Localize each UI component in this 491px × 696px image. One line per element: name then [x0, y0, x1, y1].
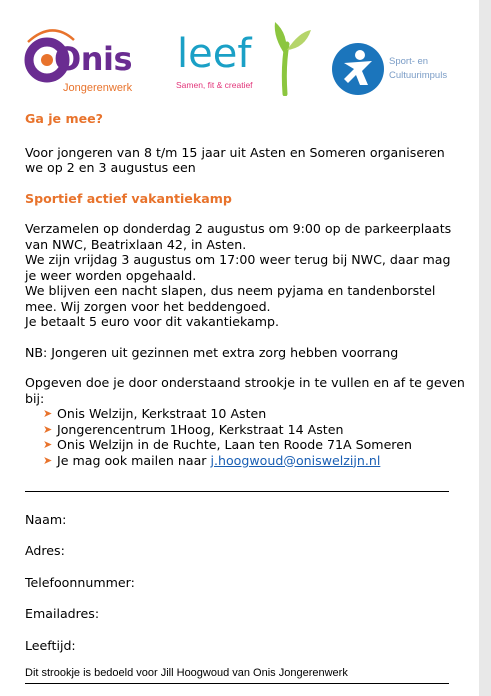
sport-logo-line2: Cultuurimpuls: [389, 70, 448, 81]
form-field-age: Leeftijd:: [25, 638, 76, 653]
onis-logo-subtitle: Jongerenwerk: [63, 82, 133, 94]
document-body: [25, 111, 465, 468]
camp-line-meeting: Verzamelen op donderdag 2 augustus om 9:00 op de parkeerplaats van NWC, Beatrixlaan 42, in Asten.: [25, 221, 452, 252]
leef-sprout-icon: [255, 16, 315, 96]
sport-logo-line1: Sport- en: [389, 56, 429, 67]
leef-logo-word: leef: [177, 31, 252, 77]
arrow-bullet-icon: ➤: [43, 422, 53, 436]
page-edge: [479, 0, 491, 696]
email-link[interactable]: j.hoogwoud@oniswelzijn.nl: [210, 452, 381, 468]
priority-note: NB: Jongeren uit gezinnen met extra zorg hebben voorrang: [25, 344, 399, 360]
camp-line-return: We zijn vrijdag 3 augustus om 17:00 weer terug bij NWC, daar mag je weer worden opgehaald.: [25, 252, 451, 283]
list-item: ➤ Je mag ook mailen naar j.hoogwoud@oniswelzijn.nl: [43, 452, 381, 468]
arrow-bullet-icon: ➤: [43, 453, 53, 467]
arrow-bullet-icon: ➤: [43, 407, 53, 420]
list-item: ➤ Jongerencentrum 1Hoog, Kerkstraat 14 Asten: [43, 421, 344, 437]
camp-heading: Sportief actief vakantiekamp: [25, 190, 232, 206]
intro-heading: Ga je mee?: [25, 111, 103, 126]
camp-line-cost: Je betaalt 5 euro voor dit vakantiekamp.: [25, 314, 280, 329]
camp-line-overnight: We blijven een nacht slapen, dus neem pyjama en tandenborstel mee. Wij zorgen voor het beddengoed.: [25, 283, 436, 314]
leef-logo-subtitle: Samen, fit & creatief: [176, 80, 253, 90]
sport-cultuur-logo-text: [389, 55, 447, 83]
form-field-phone: Telefoonnummer:: [25, 575, 135, 590]
onis-logo-word: Onis: [54, 40, 132, 78]
intro-text: Voor jongeren van 8 t/m 15 jaar uit Asten en Someren organiseren we op 2 en 3 augustus een: [25, 144, 445, 175]
signup-locations: [25, 406, 465, 468]
arrow-bullet-icon: ➤: [43, 438, 53, 451]
sport-cultuur-logo-icon: [330, 41, 386, 97]
footer-line: [25, 683, 449, 684]
header-logos: [0, 0, 480, 110]
signup-text: Opgeven doe je door onderstaand strookje in te vullen en af te geven bij:: [25, 375, 465, 406]
cut-line: [25, 491, 449, 492]
form-field-name: Naam:: [25, 512, 67, 527]
form-field-address: Adres:: [25, 543, 65, 558]
form-field-email: Emailadres:: [25, 606, 100, 621]
slip-footer-note: Dit strookje is bedoeld voor Jill Hoogwoud van Onis Jongerenwerk: [25, 667, 348, 679]
list-item: ➤ Onis Welzijn in de Ruchte, Laan ten Roode 71A Someren: [43, 437, 412, 452]
list-item: ➤ Onis Welzijn, Kerkstraat 10 Asten: [43, 406, 267, 421]
